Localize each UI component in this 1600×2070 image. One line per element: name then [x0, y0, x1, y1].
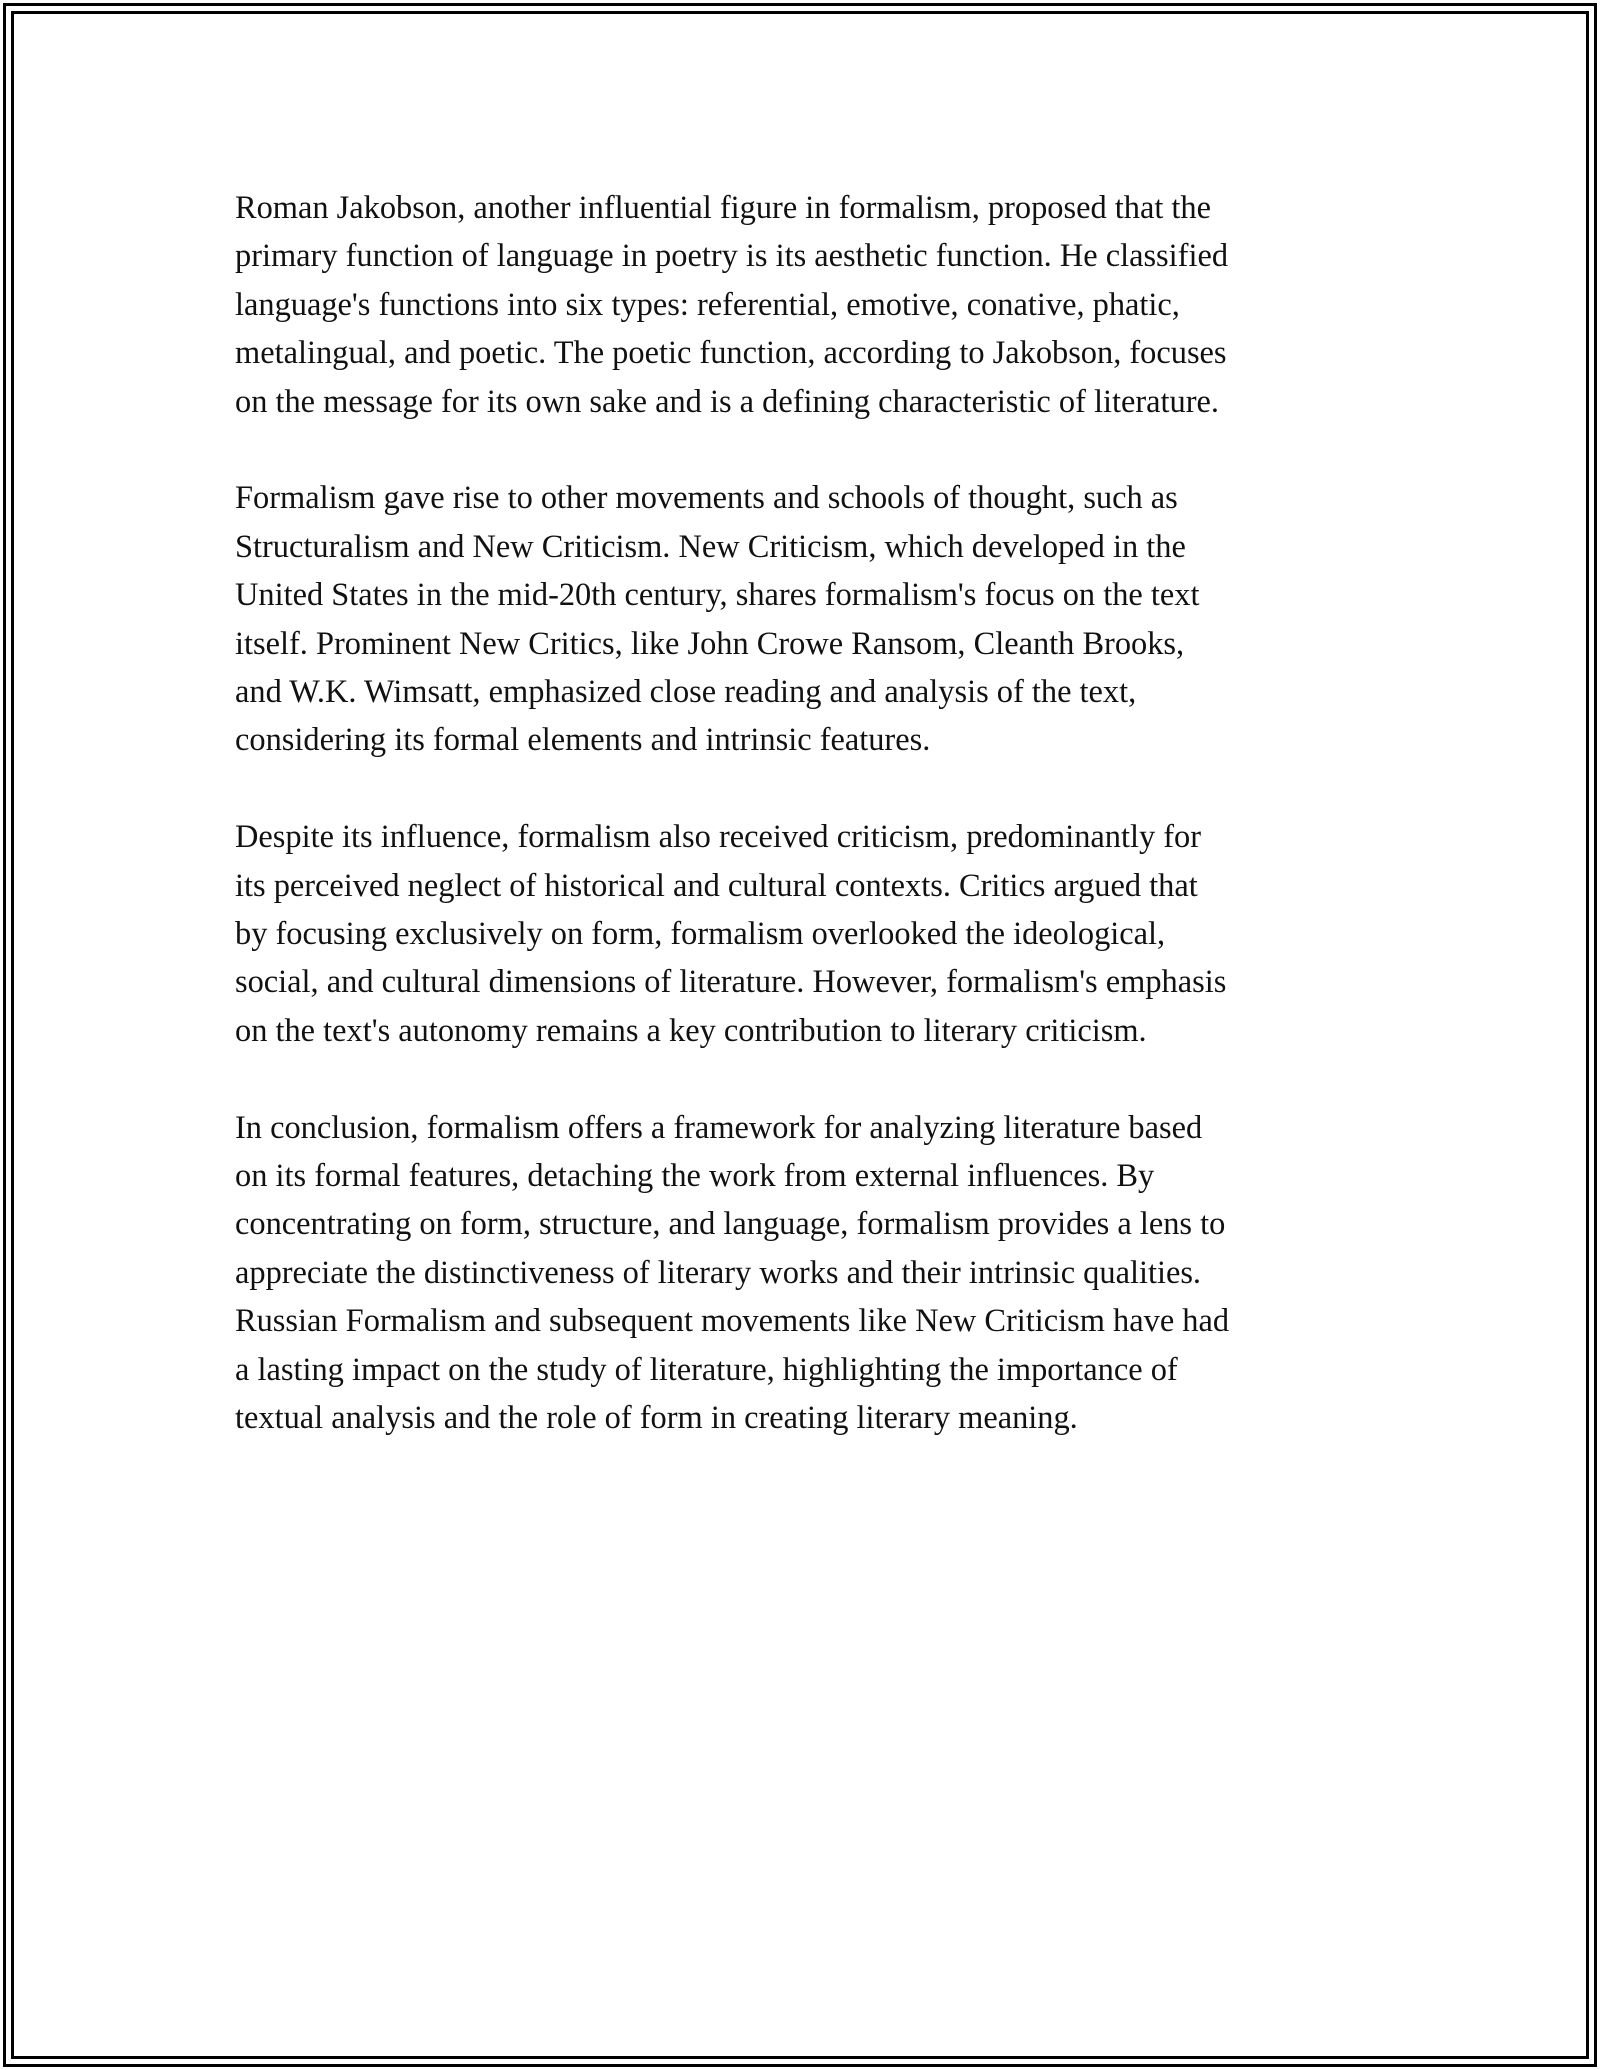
text-line: on the text's autonomy remains a key contribution to literary criticism.	[235, 1012, 1147, 1049]
text-line: In conclusion, formalism offers a framework for analyzing literature based	[235, 1109, 1203, 1146]
paragraph-new-criticism	[235, 474, 1365, 764]
document-body	[235, 184, 1365, 1491]
paragraph-conclusion	[235, 1104, 1365, 1443]
text-line: language's functions into six types: referential, emotive, conative, phatic,	[235, 286, 1180, 323]
text-line: United States in the mid-20th century, shares formalism's focus on the text	[235, 577, 1200, 614]
text-line: Russian Formalism and subsequent movements like New Criticism have had	[235, 1303, 1230, 1340]
text-line: by focusing exclusively on form, formalism overlooked the ideological,	[235, 916, 1166, 953]
text-line: metalingual, and poetic. The poetic function, according to Jakobson, focuses	[235, 335, 1227, 372]
paragraph-jakobson	[235, 184, 1365, 426]
text-line: primary function of language in poetry is its aesthetic function. He classified	[235, 238, 1229, 275]
text-line: Despite its influence, formalism also received criticism, predominantly for	[235, 819, 1202, 856]
text-line: itself. Prominent New Critics, like John Crowe Ransom, Cleanth Brooks,	[235, 625, 1185, 662]
text-line: textual analysis and the role of form in creating literary meaning.	[235, 1400, 1078, 1437]
text-line: its perceived neglect of historical and cultural contexts. Critics argued that	[235, 867, 1198, 904]
text-line: Formalism gave rise to other movements and schools of thought, such as	[235, 480, 1178, 517]
text-line: Structuralism and New Criticism. New Criticism, which developed in the	[235, 528, 1186, 565]
text-line: on its formal features, detaching the work from external influences. By	[235, 1158, 1155, 1195]
text-line: a lasting impact on the study of literature, highlighting the importance of	[235, 1351, 1178, 1388]
text-line: Roman Jakobson, another influential figure in formalism, proposed that the	[235, 190, 1212, 226]
text-line: concentrating on form, structure, and language, formalism provides a lens to	[235, 1206, 1226, 1243]
text-line: on the message for its own sake and is a defining characteristic of literature.	[235, 383, 1219, 420]
text-line: social, and cultural dimensions of literature. However, formalism's emphasis	[235, 964, 1227, 1001]
text-line: considering its formal elements and intrinsic features.	[235, 722, 931, 759]
text-line: and W.K. Wimsatt, emphasized close reading and analysis of the text,	[235, 674, 1137, 711]
text-line: appreciate the distinctiveness of literary works and their intrinsic qualities.	[235, 1254, 1202, 1291]
paragraph-criticism	[235, 813, 1365, 1055]
